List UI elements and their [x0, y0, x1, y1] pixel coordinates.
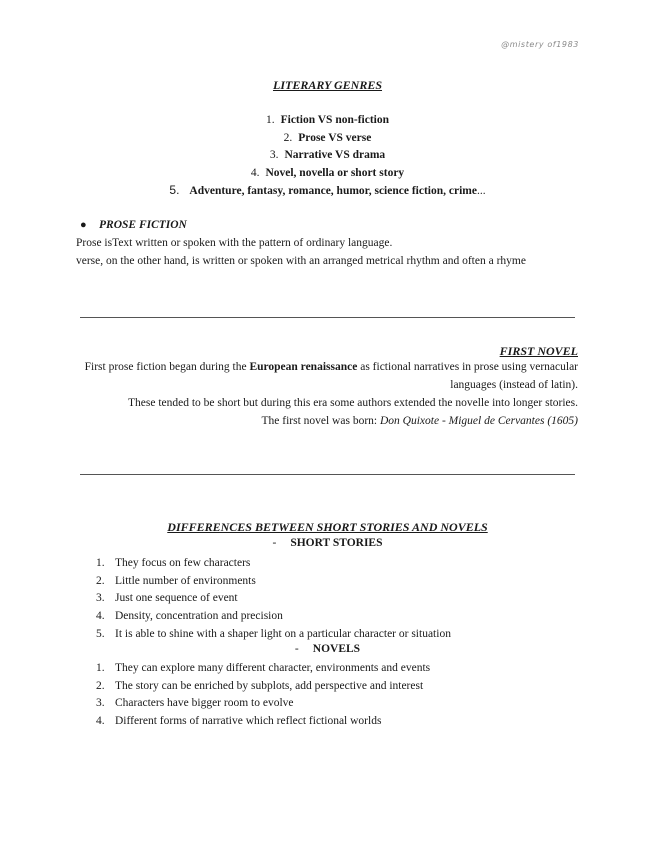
first-novel-line-3: These tended to be short but during this era some authors extended the novelle into longer stories. [128, 397, 578, 409]
list-item: 3. Just one sequence of event [96, 592, 238, 605]
list-item: 2. Little number of environments [96, 574, 256, 587]
verse-definition: verse, on the other hand, is written or spoken with an arranged metrical rhythm and often a rhyme [76, 255, 526, 267]
short-stories-list [96, 555, 451, 643]
list-item: 2. The story can be enriched by subplots, add perspective and interest [96, 679, 424, 692]
list-item: 5. Adventure, fantasy, romance, humor, science fiction, crime... [169, 183, 486, 197]
short-stories-subheading: - SHORT STORIES [272, 537, 383, 549]
section-divider [80, 317, 575, 318]
first-novel-line-1: First prose fiction began during the European renaissance as fictional narratives in prose using vernacular [84, 361, 578, 373]
list-item: 4. Novel, novella or short story [250, 166, 405, 179]
novels-subheading: - NOVELS [294, 643, 361, 655]
first-novel-line-4: The first novel was born: Don Quixote - Miguel de Cervantes (1605) [261, 415, 578, 427]
prose-fiction-heading: PROSE FICTION [99, 219, 187, 231]
list-item: 4. Density, concentration and precision [96, 610, 283, 623]
first-novel-line-2: languages (instead of latin). [450, 379, 578, 391]
list-item: 4. Different forms of narrative which reflect fictional worlds [96, 715, 382, 728]
genre-list [0, 112, 655, 200]
novels-list [96, 660, 430, 731]
bullet-icon: ● [80, 219, 87, 231]
section-divider [80, 474, 575, 475]
list-item: 1. Fiction VS non-fiction [265, 114, 390, 126]
author-watermark: @mistery of1983 [501, 40, 579, 49]
prose-definition: Prose isText written or spoken with the pattern of ordinary language. [76, 237, 393, 249]
list-item: 3. Narrative VS drama [269, 149, 386, 161]
list-item: 5. It is able to shine with a shaper light on a particular character or situation [96, 627, 451, 640]
list-item: 1. They can explore many different character, environments and events [96, 662, 431, 674]
list-item: 1. They focus on few characters [96, 557, 251, 569]
page-title: LITERARY GENRES [272, 78, 383, 92]
list-item: 2. Prose VS verse [283, 131, 372, 144]
first-novel-heading: FIRST NOVEL [499, 344, 578, 358]
list-item: 3. Characters have bigger room to evolve [96, 697, 294, 710]
differences-heading: DIFFERENCES BETWEEN SHORT STORIES AND NOVELS [167, 520, 488, 534]
